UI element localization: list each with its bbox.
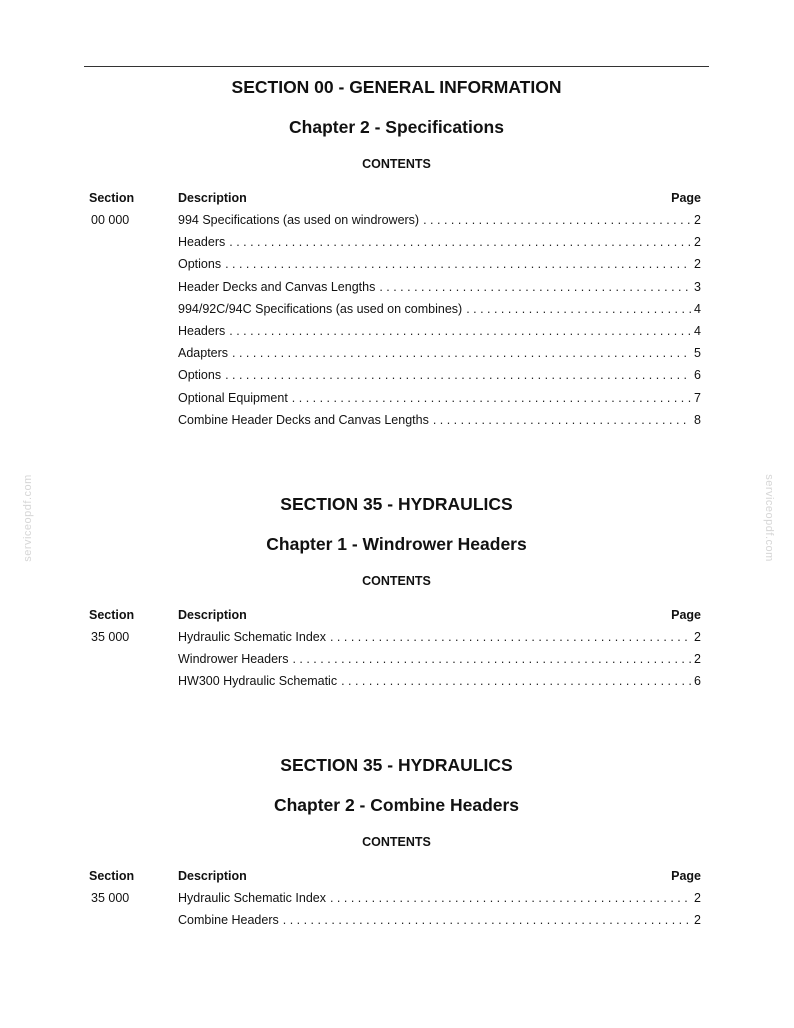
- dot-leader: [379, 280, 691, 295]
- toc-entry: [178, 280, 701, 295]
- watermark-right: serviceopdf.com: [763, 474, 775, 562]
- contents-label: CONTENTS: [362, 574, 431, 588]
- toc-row: [84, 652, 709, 674]
- column-header-page: Page: [671, 869, 701, 883]
- entry-description: 994 Specifications (as used on windrowers): [178, 213, 420, 227]
- toc-row: [84, 257, 709, 279]
- dot-leader: [232, 346, 691, 361]
- dot-leader: [341, 674, 691, 689]
- toc-entry: [178, 630, 701, 645]
- entry-page-number: 2: [694, 630, 701, 644]
- entry-description: HW300 Hydraulic Schematic: [178, 674, 338, 689]
- entry-page-number: 6: [694, 368, 701, 383]
- toc-row: [84, 413, 709, 435]
- toc-rows: [84, 213, 709, 435]
- entry-description: Options: [178, 368, 222, 383]
- column-header-page: Page: [671, 191, 701, 205]
- toc-row: [84, 235, 709, 257]
- toc-row: [84, 391, 709, 413]
- toc-entry: [178, 235, 701, 250]
- toc-row: [84, 346, 709, 368]
- dot-leader: [225, 368, 691, 383]
- entry-description: Options: [178, 257, 222, 272]
- dot-leader: [225, 257, 691, 272]
- entry-page-number: 2: [694, 913, 701, 928]
- column-header-section: Section: [89, 191, 135, 205]
- entry-description: Combine Header Decks and Canvas Lengths: [178, 412, 429, 427]
- chapter-title: Chapter 2 - Specifications: [289, 117, 504, 137]
- toc-row: [84, 913, 709, 935]
- entry-page-number: 8: [694, 412, 701, 427]
- toc-entry: [178, 368, 701, 383]
- dot-leader: [283, 913, 691, 928]
- entry-description: Hydraulic Schematic Index: [178, 891, 326, 905]
- entry-page-number: 7: [694, 390, 701, 405]
- toc-entry: [178, 674, 701, 689]
- entry-description: Hydraulic Schematic Index: [178, 630, 326, 644]
- column-header-section: Section: [89, 608, 135, 622]
- entry-page-number: 2: [694, 213, 701, 227]
- dot-leader: [433, 413, 691, 428]
- dot-leader: [423, 213, 691, 228]
- toc-row: [84, 280, 709, 302]
- entry-page-number: 4: [694, 323, 701, 338]
- contents-label: CONTENTS: [362, 157, 431, 171]
- entry-page-number: 2: [694, 257, 701, 272]
- watermark-left: serviceopdf.com: [22, 474, 34, 562]
- entry-description: Optional Equipment: [178, 390, 288, 405]
- toc-rows: [84, 891, 709, 935]
- toc-row: [84, 674, 709, 696]
- toc-entry: [178, 346, 701, 361]
- section-code: 35 000: [91, 630, 130, 644]
- toc-row: [84, 324, 709, 346]
- toc-entry: [178, 913, 701, 928]
- toc-rows: [84, 630, 709, 697]
- toc-row: [84, 630, 709, 652]
- toc-entry: [178, 891, 701, 906]
- toc-entry: [178, 257, 701, 272]
- entry-description: Headers: [178, 323, 226, 338]
- chapter-title: Chapter 2 - Combine Headers: [273, 795, 520, 815]
- entry-description: Windrower Headers: [178, 652, 289, 667]
- chapter-title: Chapter 1 - Windrower Headers: [266, 534, 527, 554]
- section-title: SECTION 35 - HYDRAULICS: [280, 494, 513, 514]
- section-code: 35 000: [91, 891, 130, 905]
- toc-row: [84, 368, 709, 390]
- dot-leader: [330, 630, 691, 645]
- entry-page-number: 2: [694, 235, 701, 250]
- dot-leader: [466, 302, 691, 317]
- column-header-description: Description: [178, 608, 247, 622]
- entry-description: Headers: [178, 235, 226, 250]
- toc-entry: [178, 413, 701, 428]
- dot-leader: [330, 891, 691, 906]
- section-title: SECTION 00 - GENERAL INFORMATION: [231, 77, 562, 97]
- entry-description: Combine Headers: [178, 913, 279, 928]
- entry-page-number: 2: [694, 652, 701, 667]
- entry-description: Adapters: [178, 346, 229, 361]
- toc-row: [84, 302, 709, 324]
- dot-leader: [292, 652, 691, 667]
- toc-entry: [178, 302, 701, 317]
- column-header-section: Section: [89, 869, 135, 883]
- top-rule: [84, 66, 709, 67]
- column-header-description: Description: [178, 869, 247, 883]
- entry-page-number: 6: [694, 674, 701, 689]
- section-title: SECTION 35 - HYDRAULICS: [280, 755, 513, 775]
- column-header-description: Description: [178, 191, 247, 205]
- dot-leader: [292, 391, 691, 406]
- contents-label: CONTENTS: [362, 835, 431, 849]
- toc-row: [84, 891, 709, 913]
- entry-page-number: 4: [694, 301, 701, 316]
- toc-row: [84, 213, 709, 235]
- entry-description: 994/92C/94C Specifications (as used on combines): [178, 301, 463, 316]
- entry-page-number: 5: [694, 346, 701, 361]
- toc-entry: [178, 324, 701, 339]
- toc-entry: [178, 213, 701, 228]
- toc-entry: [178, 652, 701, 667]
- entry-description: Header Decks and Canvas Lengths: [178, 279, 376, 294]
- column-header-page: Page: [671, 608, 701, 622]
- toc-entry: [178, 391, 701, 406]
- entry-page-number: 3: [694, 279, 701, 294]
- dot-leader: [229, 324, 691, 339]
- section-code: 00 000: [91, 213, 130, 227]
- dot-leader: [229, 235, 691, 250]
- entry-page-number: 2: [694, 891, 701, 905]
